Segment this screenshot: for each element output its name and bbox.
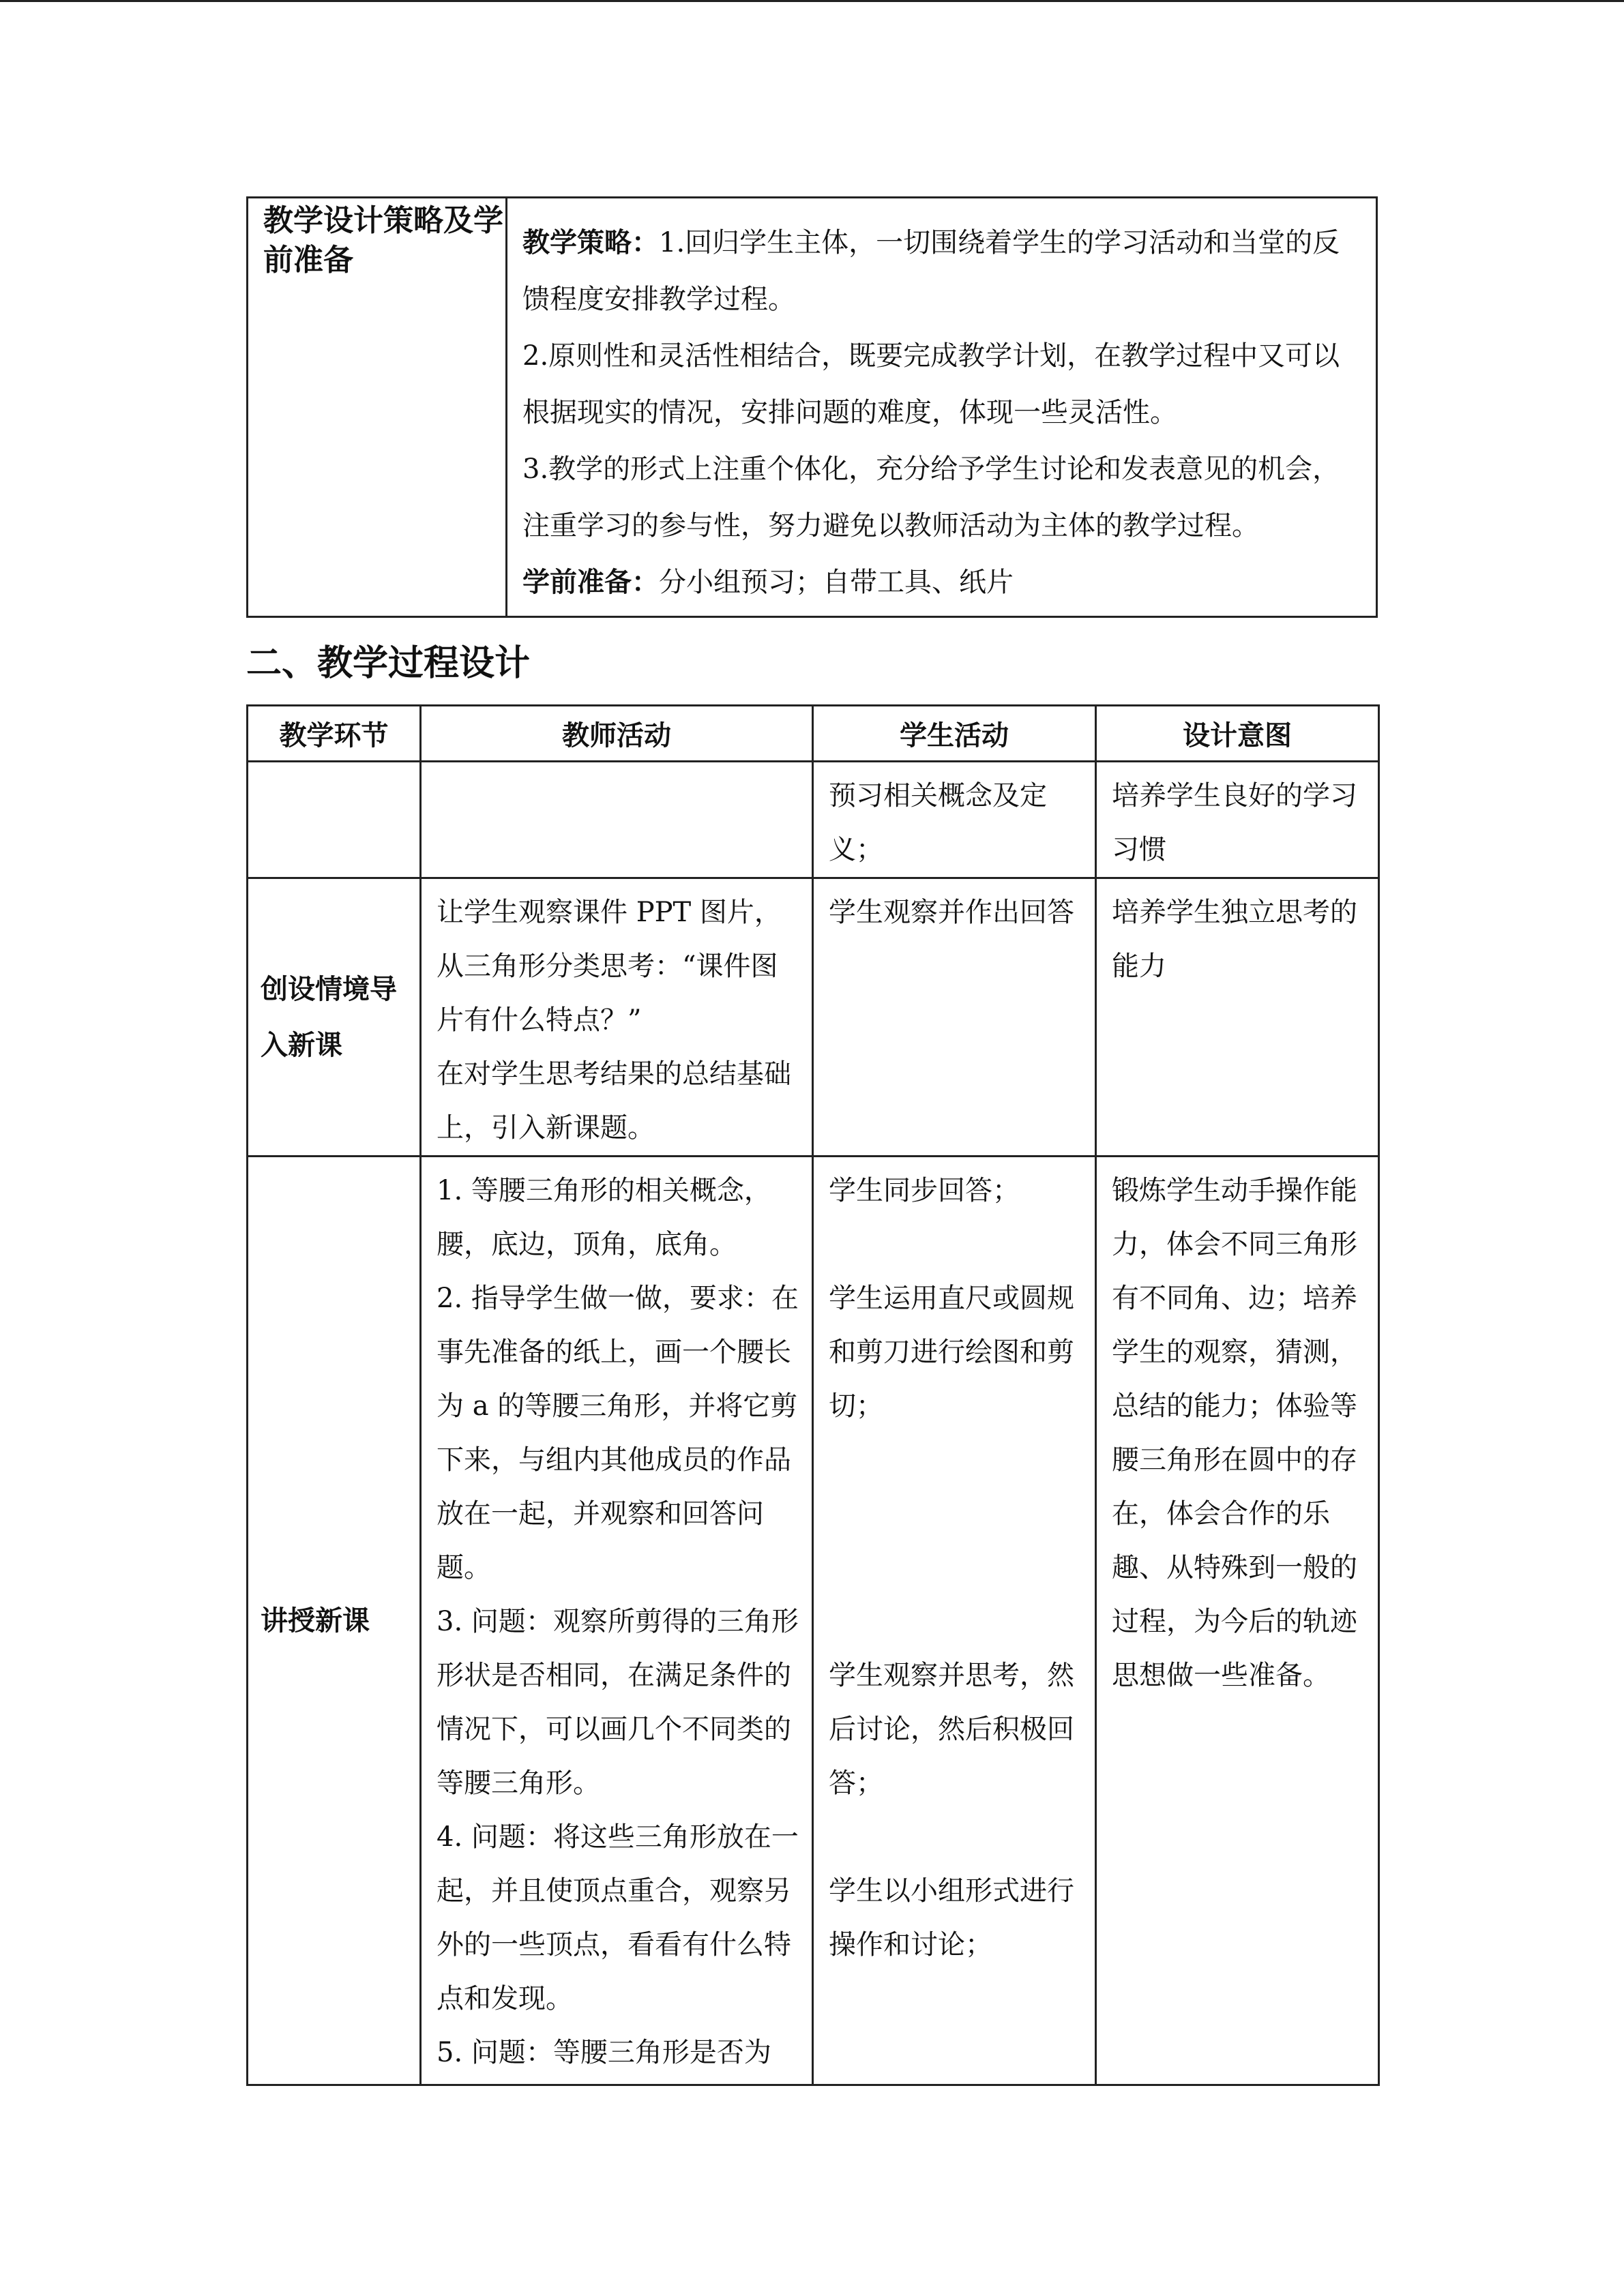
- prep-para: 学前准备：分小组预习；自带工具、纸片: [522, 567, 1014, 598]
- intent-cell: 培养学生独立思考的能力: [1096, 878, 1379, 1157]
- teacher-cell: 让学生观察课件 PPT 图片，从三角形分类思考：“课件图片有什么特点？” 在对学生思考结果的总结基础上，引入新课题。: [421, 878, 813, 1157]
- process-table: [246, 704, 1380, 2086]
- stage-cell: 讲授新课: [248, 1157, 421, 2085]
- student-cell: 预习相关概念及定义；: [813, 762, 1096, 878]
- top-border-line: [0, 0, 1624, 2]
- strategy-para-1: 教学策略：1.回归学生主体，一切围绕着学生的学习活动和当堂的反馈程度安排教学过程。: [522, 227, 1340, 315]
- table-row: [248, 762, 1379, 878]
- strategy-para-3: 3.教学的形式上注重个体化，充分给予学生讨论和发表意见的机会，注重学习的参与性，努力避免以教师活动为主体的教学过程。: [522, 453, 1340, 541]
- teacher-cell: [421, 762, 813, 878]
- strategy-content: [507, 198, 1376, 616]
- section-heading: 二、教学过程设计: [246, 643, 531, 684]
- table-row: [248, 878, 1379, 1157]
- teacher-cell: 1. 等腰三角形的相关概念，腰，底边，顶角，底角。 2. 指导学生做一做，要求：在事先准备的纸上，画一个腰长为 a 的等腰三角形，并将它剪下来，与组内其他成员的作品放在一起，并观察和回答问题。 3. 问题：观察所剪得的三角形形状是否相同，在满足条件的情况下，可以画几个不同类的等腰三角形。 4. 问题：将这些三角形放在一起，并且使顶点重合，观察另外的一些顶点，看看有什么特点和发现。 5. 问题：等腰三角形是否为: [421, 1157, 813, 2085]
- strategy-title: 教学策略：: [522, 227, 659, 258]
- table-row: [248, 1157, 1379, 2085]
- strategy-table: [246, 196, 1378, 618]
- stage-cell: [248, 762, 421, 878]
- strategy-para-2: 2.原则性和灵活性相结合，既要完成教学计划，在教学过程中又可以根据现实的情况，安排问题的难度，体现一些灵活性。: [522, 340, 1340, 428]
- strategy-label: 教学设计策略及学前准备: [248, 198, 507, 616]
- header-stage: 教学环节: [248, 706, 421, 762]
- intent-cell: 锻炼学生动手操作能力，体会不同三角形有不同角、边；培养学生的观察，猜测，总结的能力；体验等腰三角形在圆中的存在，体会合作的乐趣、从特殊到一般的过程，为今后的轨迹思想做一些准备。: [1096, 1157, 1379, 2085]
- header-intent: 设计意图: [1096, 706, 1379, 762]
- intent-cell: 培养学生良好的学习习惯: [1096, 762, 1379, 878]
- header-teacher: 教师活动: [421, 706, 813, 762]
- prep-title: 学前准备：: [522, 567, 659, 598]
- student-cell: 学生同步回答； 学生运用直尺或圆规和剪刀进行绘图和剪切； 学生观察并思考，然后讨论，然后积极回答； 学生以小组形式进行操作和讨论；: [813, 1157, 1096, 2085]
- header-row: [248, 706, 1379, 762]
- stage-cell: 创设情境导入新课: [248, 878, 421, 1157]
- header-student: 学生活动: [813, 706, 1096, 762]
- student-cell: 学生观察并作出回答: [813, 878, 1096, 1157]
